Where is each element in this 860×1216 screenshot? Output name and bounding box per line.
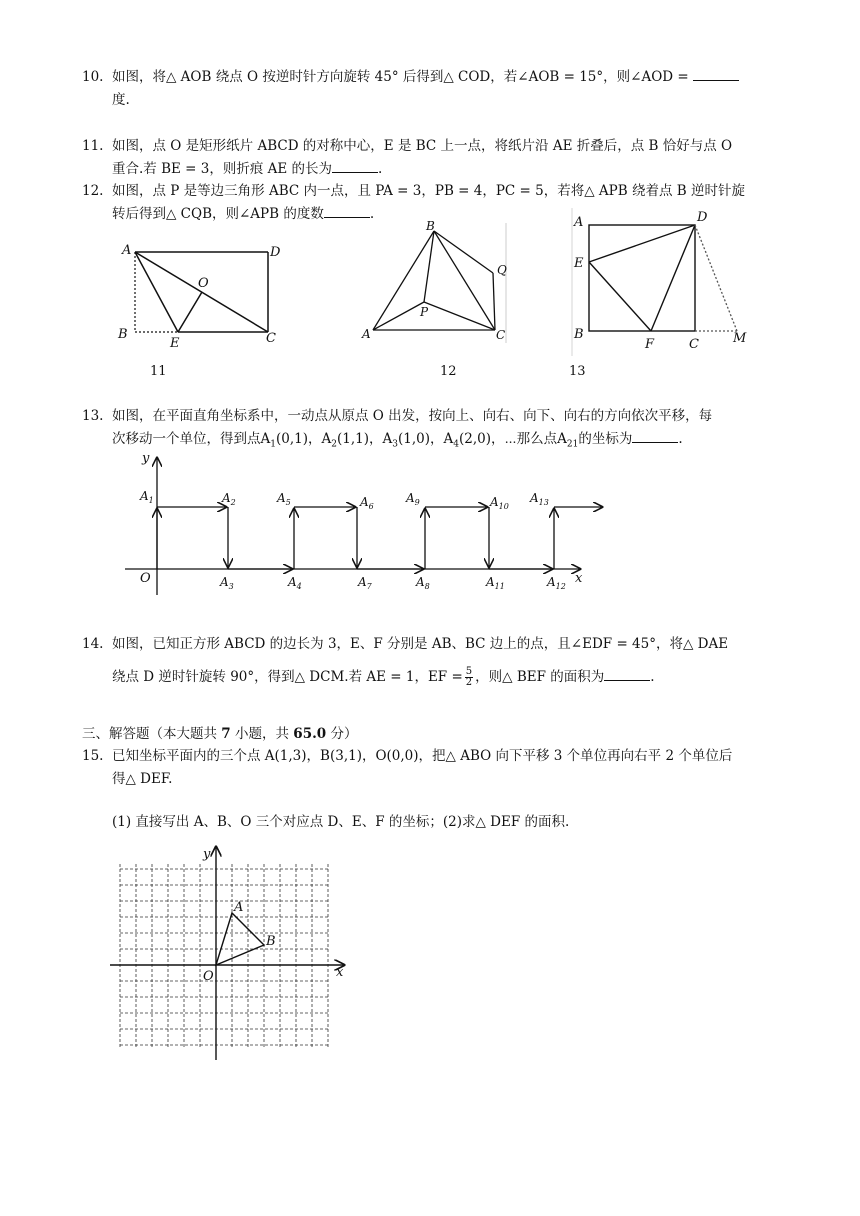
label-E: E: [170, 336, 180, 351]
label-A: A: [574, 215, 584, 230]
text: 小题，共: [230, 726, 294, 742]
point-label-a9: $A_9$: [406, 491, 420, 507]
question-11: [82, 135, 782, 181]
sub: 4: [453, 439, 459, 450]
pt: A: [557, 431, 567, 447]
label-D: D: [697, 210, 708, 225]
pt: A: [321, 431, 332, 447]
label-E: E: [574, 256, 584, 271]
axis-y-label: y: [142, 451, 150, 466]
period: .: [378, 161, 383, 177]
question-text-cont: 得△ DEF.: [112, 771, 173, 787]
question-text-cont: 度.: [112, 92, 130, 108]
question-number: 14.: [82, 636, 104, 652]
origin-label: O: [140, 571, 151, 586]
label-M: M: [733, 331, 747, 346]
label-A: A: [122, 243, 132, 258]
question-number: 10.: [82, 69, 104, 85]
figure-11-rectangle: [110, 235, 285, 355]
label-C: C: [266, 331, 276, 346]
axis-x-label: x: [575, 571, 583, 586]
question-text: 如图，点 P 是等边三角形 ABC 内一点，且 PA = 3，PB = 4，PC = 5，若将△ APB 绕着点 B 逆时针旋: [112, 183, 745, 199]
label-B: B: [266, 934, 276, 949]
coord: (2,0)，⋯那么点: [458, 431, 558, 447]
figure-12-triangle: [358, 218, 518, 348]
question-number: 13.: [82, 408, 104, 424]
label-A: A: [234, 900, 244, 915]
figure-13-square: [565, 208, 760, 356]
answer-blank[interactable]: [632, 428, 678, 443]
origin-label: O: [203, 969, 214, 984]
point-label-a7: $A_7$: [358, 575, 372, 591]
point-label-a1: $A_1$: [140, 489, 154, 505]
figure-caption-12: 12: [440, 364, 457, 379]
question-15: [82, 745, 782, 834]
figure-caption-13: 13: [569, 364, 586, 379]
question-13: [82, 405, 782, 457]
figure-path-diagram: [120, 450, 615, 602]
point-label-a2: $A_2$: [222, 491, 236, 507]
score: 65.0: [293, 726, 327, 742]
label-F: F: [645, 337, 655, 352]
question-text: 如图，已知正方形 ABCD 的边长为 3，E、F 分别是 AB、BC 边上的点，且∠EDF = 45°，将△ DAE: [112, 636, 729, 652]
point-label-a4: $A_4$: [288, 575, 302, 591]
coord: (1,0)，: [397, 431, 444, 447]
text: 的坐标为: [578, 431, 633, 447]
label-D: D: [270, 245, 281, 260]
coord: (1,1)，: [336, 431, 383, 447]
period: .: [650, 669, 655, 685]
question-text-cont: 转后得到△ CQB，则∠APB 的度数: [112, 206, 324, 222]
label-O: O: [198, 276, 209, 291]
question-number: 12.: [82, 183, 104, 199]
point-label-a6: $A_6$: [360, 495, 374, 511]
label-B: B: [574, 327, 584, 342]
question-text-cont: 重合.若 BE = 3，则折痕 AE 的长为: [112, 161, 333, 177]
pt: A: [382, 431, 393, 447]
point-label-a10: $A_{10}$: [490, 495, 509, 511]
text: 分）: [326, 726, 358, 742]
question-text: 如图，点 O 是矩形纸片 ABCD 的对称中心，E 是 BC 上一点，将纸片沿 AE 折叠后，点 B 恰好与点 O: [112, 138, 733, 154]
period: .: [369, 206, 375, 222]
denominator: 2: [465, 677, 473, 688]
question-number: 11.: [82, 138, 104, 154]
pt: A: [260, 431, 271, 447]
answer-blank[interactable]: [332, 158, 378, 173]
axis-x-label: x: [336, 965, 344, 980]
text: 绕点 D 逆时针旋转 90°，得到△ DCM.若 AE = 1，EF =: [112, 669, 463, 685]
answer-blank[interactable]: [324, 203, 370, 218]
question-14: [82, 633, 782, 689]
label-C: C: [689, 337, 699, 352]
period: .: [678, 431, 683, 447]
subquestions: (1) 直接写出 A、B、O 三个对应点 D、E、F 的坐标；(2)求△ DEF 的面积.: [112, 814, 570, 830]
question-number: 15.: [82, 748, 104, 764]
point-label-a3: $A_3$: [220, 575, 234, 591]
point-label-a13: $A_{13}$: [530, 491, 549, 507]
point-label-a12: $A_{12}$: [547, 575, 566, 591]
text: 三、解答题（本大题共: [82, 726, 222, 742]
label-C: C: [496, 328, 506, 342]
numerator: 5: [465, 666, 473, 677]
label-B: B: [118, 327, 128, 342]
figure-15-grid: [108, 842, 358, 1064]
sub: 1: [270, 439, 276, 450]
sub: 21: [566, 439, 579, 450]
coord: (0,1)，: [275, 431, 322, 447]
question-10: [82, 66, 782, 112]
label-P: P: [420, 305, 429, 319]
point-label-a11: $A_{11}$: [486, 575, 505, 591]
axis-y-label: y: [203, 847, 211, 862]
text: ，则△ BEF 的面积为: [475, 669, 605, 685]
point-label-a8: $A_8$: [416, 575, 430, 591]
count: 7: [221, 726, 231, 742]
answer-blank[interactable]: [693, 66, 739, 81]
sub: 2: [331, 439, 337, 450]
question-text: 如图，将△ AOB 绕点 O 按逆时针方向旋转 45° 后得到△ COD，若∠AOB = 15°，则∠AOD =: [112, 69, 689, 85]
pt: A: [443, 431, 454, 447]
text: 次移动一个单位，得到点: [112, 431, 261, 447]
sub: 3: [392, 439, 398, 450]
answer-blank[interactable]: [604, 666, 650, 681]
label-Q: Q: [497, 263, 507, 277]
fraction: [465, 667, 473, 688]
point-label-a5: $A_5$: [277, 491, 291, 507]
label-B: B: [426, 219, 435, 233]
section-heading: [82, 722, 357, 742]
question-text-cont: [112, 666, 782, 689]
question-text: 如图，在平面直角坐标系中，一动点从原点 O 出发，按向上、向右、向下、向右的方向依次平移，每: [112, 408, 713, 424]
figure-caption-11: 11: [150, 364, 167, 379]
label-A: A: [362, 327, 371, 341]
question-text: 已知坐标平面内的三个点 A(1,3)，B(3,1)，O(0,0)，把△ ABO 向下平移 3 个单位再向右平 2 个单位后: [112, 748, 733, 764]
